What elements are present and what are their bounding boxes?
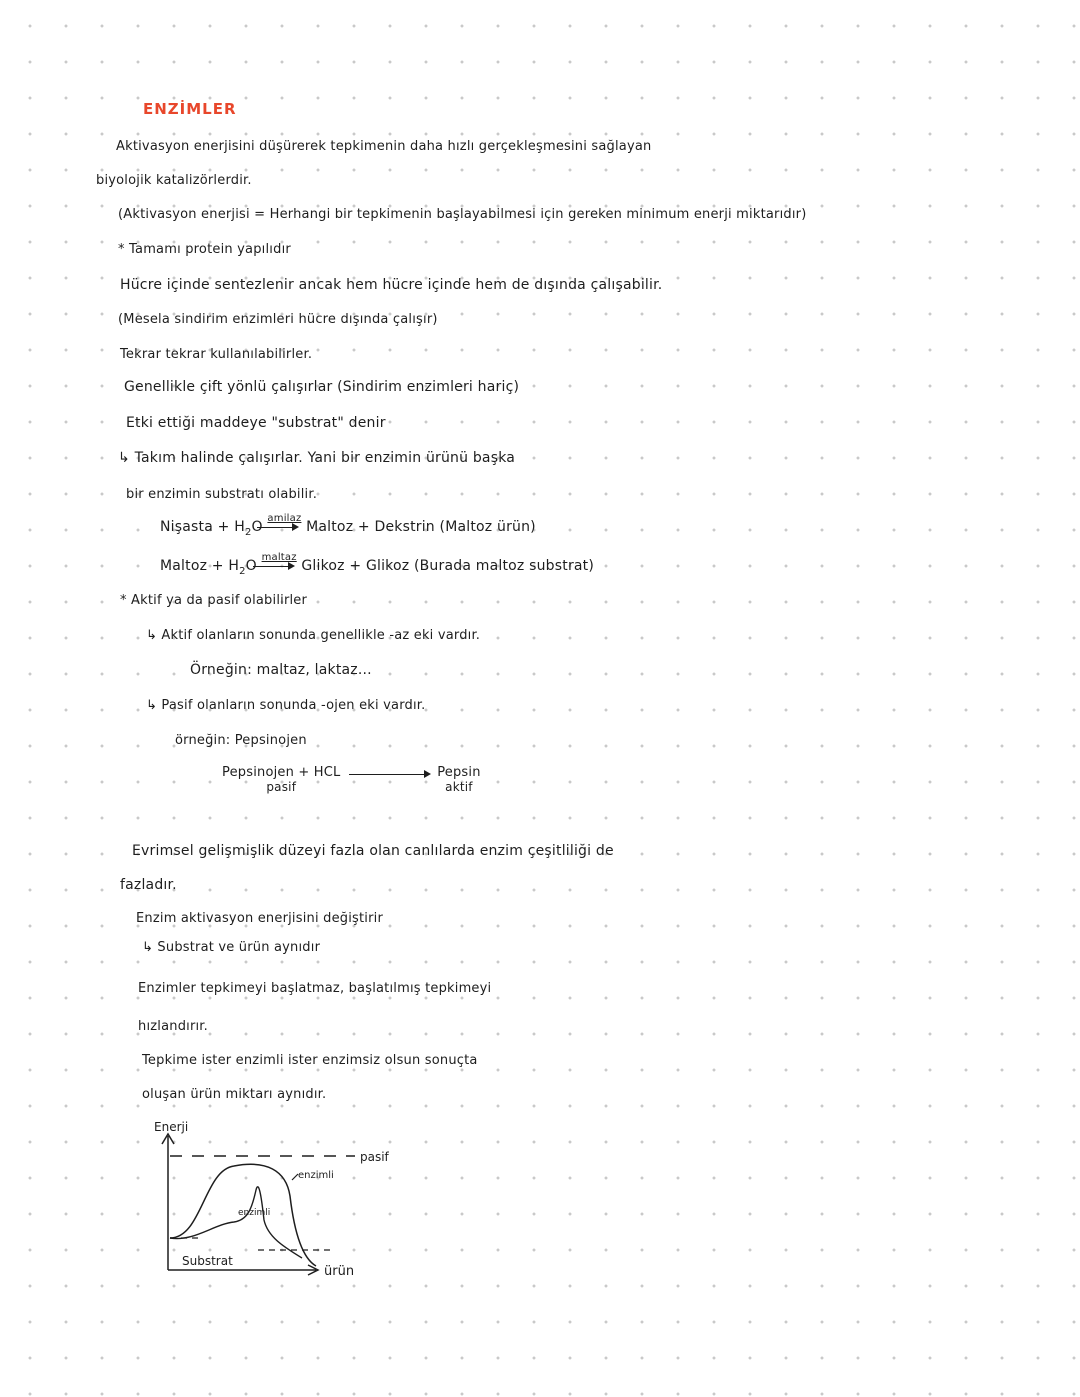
text-line-8: Genellikle çift yönlü çalışırlar (Sindirim enzimleri hariç) [124, 379, 520, 395]
text-line-14: * Aktif ya da pasif olabilirler [120, 593, 308, 608]
reaction-pepsinogen: Pepsinojen + HCL pasif Pepsin aktif [222, 765, 481, 794]
text-line-2: biyolojik katalizörlerdir. [96, 173, 252, 188]
page-title: ENZİMLER [143, 100, 237, 118]
text-line-26: oluşan ürün miktarı aynıdır. [142, 1087, 327, 1102]
text-line-20a: Evrimsel gelişmişlik düzeyi fazla olan canlılarda enzim çeşitliliği de [132, 843, 614, 859]
text-line-24: hızlandırır. [138, 1019, 208, 1034]
text-line-1: Aktivasyon enerjisini düşürerek tepkimenin daha hızlı gerçekleşmesini sağlayan [116, 139, 652, 154]
text-line-15: ↳ Aktif olanların sonunda genellikle -az eki vardır. [146, 628, 481, 643]
passive-label: pasif [360, 1150, 389, 1164]
text-line-6: (Mesela sindirim enzimleri hücre dışında çalışır) [118, 312, 438, 327]
text-line-20b: fazladır. [120, 877, 177, 893]
enzymed-curve [170, 1187, 302, 1258]
text-line-18: örneğin: Pepsinojen [175, 733, 307, 748]
reaction-arrow-icon [349, 774, 429, 775]
enzymed-label: enzimli [238, 1208, 271, 1218]
text-line-25: Tepkime ister enzimli ister enzimsiz olsun sonuçta [142, 1053, 478, 1068]
text-line-7: Tekrar tekrar kullanılabilirler. [120, 347, 313, 362]
text-line-16: Örneğin: maltaz, laktaz... [190, 662, 372, 678]
text-line-9: Etki ettiği maddeye "substrat" denir [126, 415, 386, 431]
reaction-arrow-icon [257, 527, 297, 528]
text-line-5: Hücre içinde sentezlenir ancak hem hücre içinde hem de dışında çalışabilir. [120, 277, 663, 293]
enzymeless-label: enzimli [298, 1170, 334, 1181]
text-line-21: Enzim aktivasyon enerjisini değiştirir [136, 911, 384, 926]
y-axis-label: Enerji [154, 1120, 189, 1134]
text-line-10: ↳ Takım halinde çalışırlar. Yani bir enzimin ürünü başka [118, 450, 516, 466]
reaction-starch: Nişasta + $H_2O$ $^{amilaz}$ Maltoz + Dekstrin (Maltoz ürün) [160, 513, 536, 538]
text-line-11: bir enzimin substratı olabilir. [126, 487, 318, 502]
product-label: ürün [324, 1264, 355, 1279]
energy-graph [140, 1118, 440, 1298]
text-line-3: (Aktivasyon enerjisi = Herhangi bir tepkimenin başlayabilmesi için gereken minimum enerji miktarıdır) [118, 207, 807, 222]
energy-graph-drawing [140, 1118, 440, 1298]
substrate-label: Substrat [182, 1254, 233, 1268]
text-line-4: * Tamamı protein yapılıdır [118, 242, 291, 257]
reaction-maltose: Maltoz + $H_2O$ $^{maltaz}$ Glikoz + Glikoz (Burada maltoz substrat) [160, 552, 595, 577]
reaction-arrow-icon [253, 566, 293, 567]
text-line-17: ↳ Pasif olanların sonunda -ojen eki vardır. [146, 698, 426, 713]
text-line-23: Enzimler tepkimeyi başlatmaz, başlatılmış tepkimeyi [138, 981, 492, 996]
text-line-22: ↳ Substrat ve ürün aynıdır [142, 940, 321, 955]
